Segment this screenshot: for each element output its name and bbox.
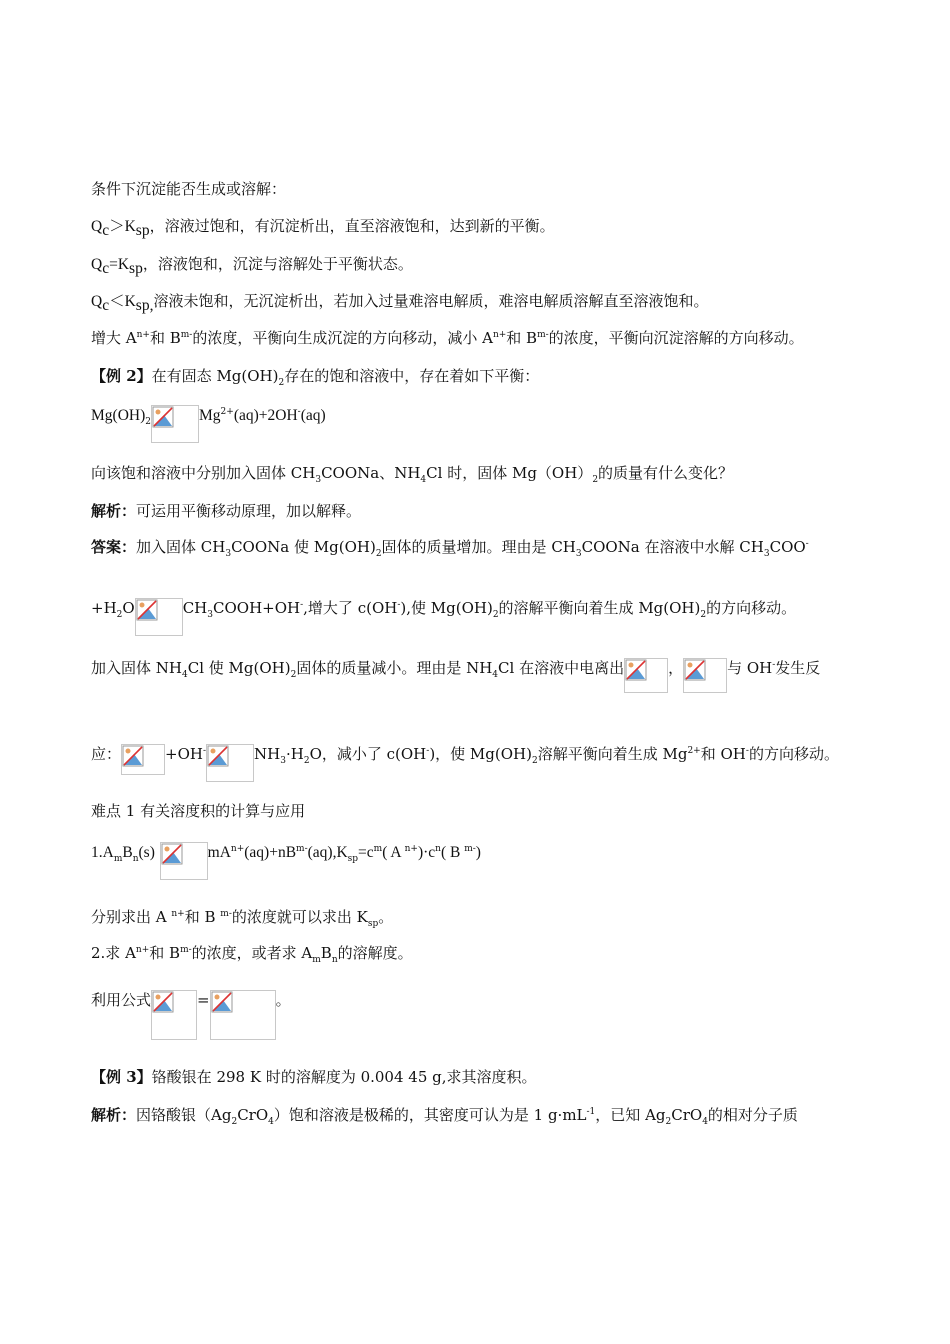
ammonium-ion-image-icon-2: [683, 658, 727, 693]
example-3-title: 【例 3】铬酸银在 298 K 时的溶解度为 0.004 45 g,求其溶度积。: [91, 1068, 537, 1086]
equilibrium-arrow-image-icon: [151, 405, 199, 443]
ksp-from-concentration: 分别求出 A $^{n+}$和 B $^{m-}$的浓度就可以求出 $K_{sp}$。: [91, 908, 394, 929]
condition-supersaturated: $Q_c>K_{sp}$，溶液过饱和，有沉淀析出，直至溶液饱和，达到新的平衡。: [91, 217, 555, 239]
answer-hydrolysis-line: $+H_2O$ $CH_3COOH+OH^-$,增大了 c(OH-),使 $Mg(OH)_2$的溶解平衡向着生成 $Mg(OH)_2$的方向移动。: [91, 598, 796, 636]
condition-saturated: $Q_c=K_{sp}$，溶液饱和，沉淀与溶解处于平衡状态。: [91, 255, 413, 277]
example-2-title: 【例 2】在有固态 $Mg(OH)_2$存在的饱和溶液中，存在着如下平衡：: [91, 367, 540, 388]
answer-reaction-line: 应： +OH- $NH_3\cdot H_2O$，减小了 c(OH-)，使 $Mg(OH)_2$溶解平衡向着生成 $Mg^{2+}$和 OH-的方向移动。: [91, 744, 839, 782]
ammonium-ion-image-icon: [624, 658, 668, 693]
dissolution-arrow-image-icon: [160, 842, 208, 880]
ammonium-ion-image-icon-3: [121, 744, 165, 775]
example-2-answer: 答案：加入固体 $CH_3COONa$ 使 $Mg(OH)_2$固体的质量增加。理由是 $CH_3COONa$ 在溶液中水解 $CH_3COO^-$: [91, 538, 809, 559]
hydrolysis-arrow-image-icon: [135, 598, 183, 636]
ksp-expression: $1.A_mB_n(s)$ $mA^{n+}(aq)+nB^{m-}(aq),K_{sp}=c^m$( A $^{n+})\cdot c^n$( B $^{m-}$): [91, 842, 481, 880]
solubility-requirement: 2.求 $A^{n+}$和 $B^{m-}$的浓度，或者求 $A_mB_n$的溶解度。: [91, 944, 413, 965]
answer-nh4cl-line: 加入固体 $NH_4Cl$ 使 $Mg(OH)_2$固体的质量减小。理由是 $NH_4Cl$ 在溶液中电离出 ， 与 OH-发生反: [91, 658, 820, 693]
condition-intro: 条件下沉淀能否生成或溶解：: [91, 180, 287, 198]
example-3-analysis: 解析：因铬酸银$(Ag_2CrO_4)$饱和溶液是极稀的，其密度可认为是 1 $g\cdot mL^{-1}$，已知 $Ag_2CrO_4$的相对分子质: [91, 1106, 798, 1127]
formula-line: 利用公式 = 。: [91, 990, 291, 1040]
formula-image-icon: [151, 990, 197, 1040]
difficulty-1-heading: 难点 1 有关溶度积的计算与应用: [91, 802, 306, 820]
condition-unsaturated: $Q_c<K_{sp,}$溶液未饱和，无沉淀析出，若加入过量难溶电解质，难溶电解质溶解直至溶液饱和。: [91, 292, 709, 314]
equilibrium-equation: $Mg(OH)_2$ $Mg^{2+}(aq)+2OH^-(aq)$: [91, 405, 326, 443]
concentration-effect: 增大 $A^{n+}$和 $B^{m-}$的浓度，平衡向生成沉淀的方向移动，减小 $A^{n+}$和 $B^{m-}$的浓度，平衡向沉淀溶解的方向移动。: [91, 329, 804, 347]
example-2-question: 向该饱和溶液中分别加入固体 $CH_3COONa$、$NH_4Cl$ 时，固体 $Mg(OH)_2$的质量有什么变化？: [91, 464, 734, 485]
reaction-arrow-image-icon: [206, 744, 254, 782]
formula-image-icon-2: [210, 990, 276, 1040]
example-2-analysis: 解析：可运用平衡移动原理，加以解释。: [91, 502, 362, 520]
